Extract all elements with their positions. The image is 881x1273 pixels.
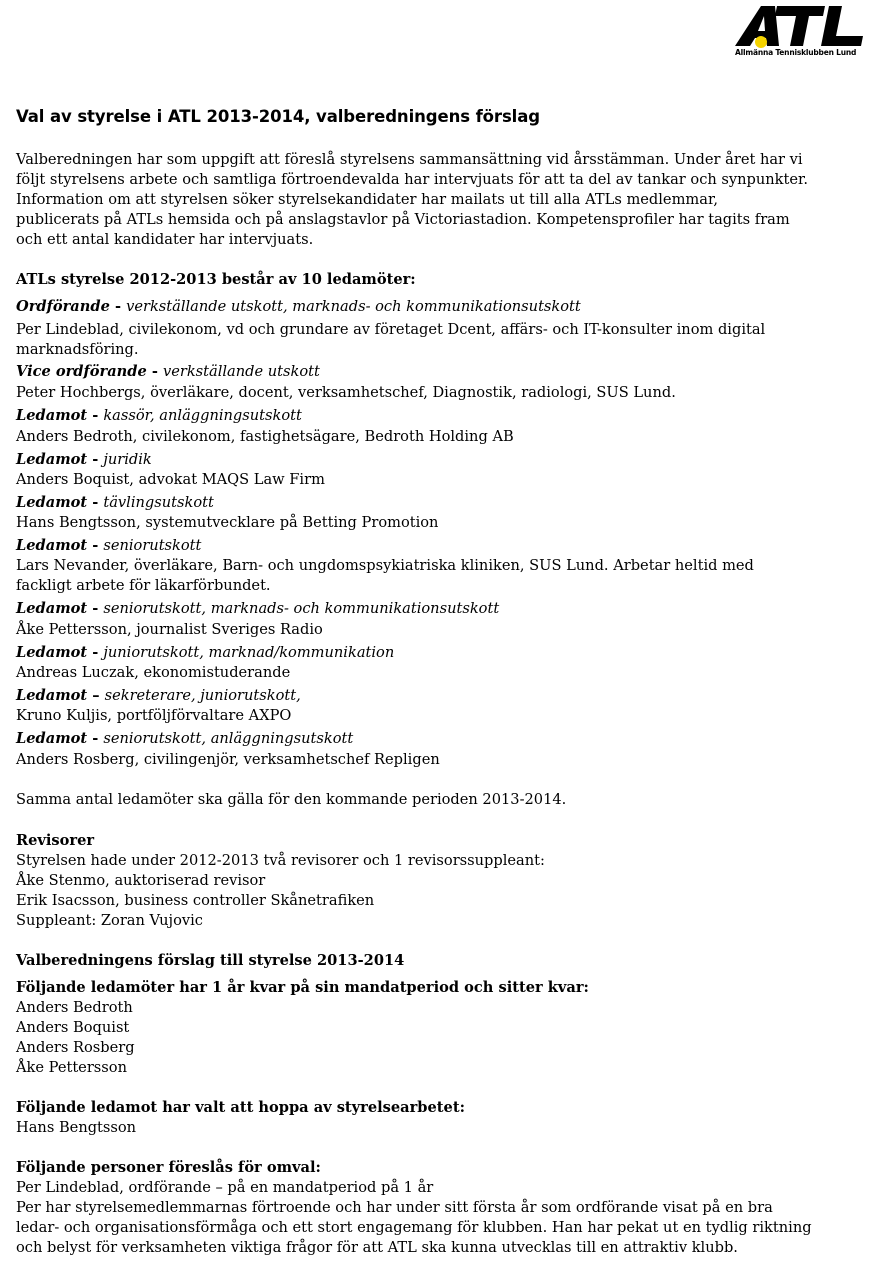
leaving-member: Hans Bengtsson: [16, 1119, 137, 1136]
board-person: Hans Bengtsson, systemutvecklare på Betting Promotion: [16, 514, 439, 531]
leaving-heading: Följande ledamot har valt att hoppa av styrelsearbetet:: [16, 1099, 465, 1116]
reelect-line: ledar- och organisationsförmåga och ett stort engagemang för klubben. Han har pekat ut en tydlig riktning: [16, 1219, 812, 1236]
reelect-line: Per Lindeblad, ordförande – på en mandatperiod på 1 år: [16, 1179, 434, 1196]
proposal-heading: Valberedningens förslag till styrelse 2013-2014: [16, 952, 405, 969]
board-role: Ledamot - juridik: [16, 451, 152, 468]
board-role: Ledamot – sekreterare, juniorutskott,: [16, 687, 301, 704]
intro-line: Information om att styrelsen söker styrelsekandidater har mailats ut till alla ATLs medlemmar,: [16, 191, 718, 208]
logo-subtitle: Allmänna Tennisklubben Lund: [735, 48, 857, 57]
atl-logo: [733, 4, 865, 58]
auditors-line: Suppleant: Zoran Vujovic: [16, 912, 203, 929]
board-person: Per Lindeblad, civilekonom, vd och grundare av företaget Dcent, affärs- och IT-konsulter inom digital: [16, 321, 766, 338]
board-role: Ordförande - verkställande utskott, marknads- och kommunikationsutskott: [16, 298, 581, 315]
page-title: Val av styrelse i ATL 2013-2014, valberedningens förslag: [16, 107, 540, 126]
atl-logo-mark: [733, 4, 865, 48]
tennis-ball-icon: [755, 36, 767, 48]
board-person: Lars Nevander, överläkare, Barn- och ungdomspsykiatriska kliniken, SUS Lund. Arbetar heltid med: [16, 557, 754, 574]
board-person: Anders Rosberg, civilingenjör, verksamhetschef Repligen: [16, 751, 440, 768]
board-person: Kruno Kuljis, portföljförvaltare AXPO: [16, 707, 292, 724]
auditors-line: Erik Isacsson, business controller Skånetrafiken: [16, 892, 375, 909]
board-heading: ATLs styrelse 2012-2013 består av 10 ledamöter:: [16, 271, 416, 288]
board-role: Ledamot - seniorutskott, anläggningsutskott: [16, 730, 354, 747]
intro-line: publicerats på ATLs hemsida och på anslagstavlor på Victoriastadion. Kompetensprofiler har tagits fram: [16, 211, 790, 228]
auditors-heading: Revisorer: [16, 832, 95, 849]
board-role: Ledamot - juniorutskott, marknad/kommunikation: [16, 644, 395, 661]
remaining-member: Anders Rosberg: [16, 1039, 135, 1056]
intro-line: och ett antal kandidater har intervjuats.: [16, 231, 314, 248]
board-role: Ledamot - kassör, anläggningsutskott: [16, 407, 302, 424]
board-person: marknadsföring.: [16, 341, 139, 358]
board-role: Vice ordförande - verkställande utskott: [16, 363, 320, 380]
auditors-line: Styrelsen hade under 2012-2013 två revisorer och 1 revisorssuppleant:: [16, 852, 545, 869]
board-person: Andreas Luczak, ekonomistuderande: [16, 664, 291, 681]
board-person: Peter Hochbergs, överläkare, docent, verksamhetschef, Diagnostik, radiologi, SUS Lund.: [16, 384, 676, 401]
intro-line: Valberedningen har som uppgift att föreslå styrelsens sammansättning vid årsstämman. Under året har vi: [16, 151, 803, 168]
auditors-line: Åke Stenmo, auktoriserad revisor: [16, 872, 266, 889]
intro-line: följt styrelsens arbete och samtliga förtroendevalda har intervjuats för att ta del av tankar och synpunkter.: [16, 171, 809, 188]
reelect-line: Per har styrelsemedlemmarnas förtroende och har under sitt första år som ordförande visat på en bra: [16, 1199, 773, 1216]
remaining-member: Anders Boquist: [16, 1019, 130, 1036]
remaining-member: Åke Pettersson: [16, 1059, 127, 1076]
remaining-member: Anders Bedroth: [16, 999, 133, 1016]
board-person: Anders Boquist, advokat MAQS Law Firm: [16, 471, 325, 488]
board-person: Åke Pettersson, journalist Sveriges Radio: [16, 621, 323, 638]
reelect-line: och belyst för verksamheten viktiga frågor för att ATL ska kunna utvecklas till en attraktiv klubb.: [16, 1239, 738, 1256]
remaining-heading: Följande ledamöter har 1 år kvar på sin mandatperiod och sitter kvar:: [16, 979, 589, 996]
reelect-heading: Följande personer föreslås för omval:: [16, 1159, 321, 1176]
board-person: fackligt arbete för läkarförbundet.: [16, 577, 271, 594]
board-role: Ledamot - seniorutskott: [16, 537, 202, 554]
board-role: Ledamot - seniorutskott, marknads- och kommunikationsutskott: [16, 600, 500, 617]
same-count-note: Samma antal ledamöter ska gälla för den kommande perioden 2013-2014.: [16, 791, 567, 808]
board-person: Anders Bedroth, civilekonom, fastighetsägare, Bedroth Holding AB: [16, 428, 514, 445]
board-role: Ledamot - tävlingsutskott: [16, 494, 214, 511]
